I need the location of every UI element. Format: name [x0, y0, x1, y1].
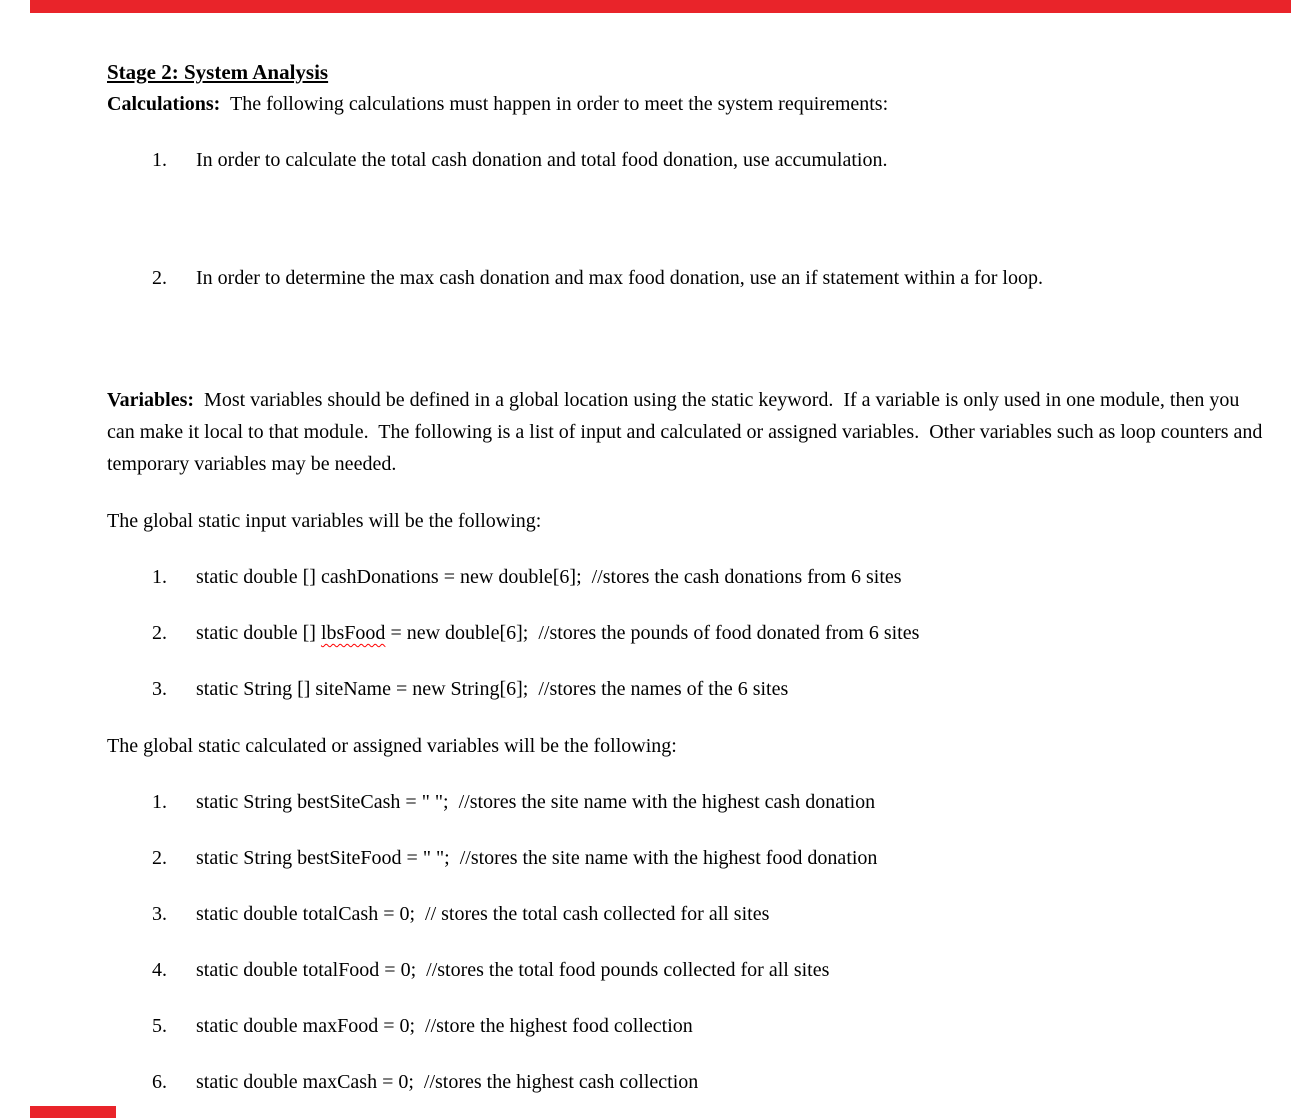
list-number: 5. [152, 1015, 167, 1037]
list-item-text: static double totalCash = 0; // stores the total cash collected for all sites [196, 903, 770, 925]
list-number: 6. [152, 1071, 167, 1093]
list-item-text: In order to determine the max cash donation and max food donation, use an if statement within a for loop. [196, 267, 1043, 289]
calculations-label: Calculations: [107, 93, 221, 115]
variables-paragraph [107, 384, 1272, 480]
list-number: 2. [152, 267, 167, 289]
list-item-text: static String bestSiteFood = " "; //stores the site name with the highest food donation [196, 847, 878, 869]
input-variable-item [107, 673, 1272, 705]
calculation-list-item [107, 144, 1272, 176]
list-item-text: static String bestSiteCash = " "; //stores the site name with the highest cash donation [196, 791, 876, 813]
calculation-list-item [107, 262, 1272, 294]
list-number: 2. [152, 847, 167, 869]
calculated-variable-item [107, 1066, 1272, 1098]
calculated-variable-item [107, 954, 1272, 986]
variables-label: Variables: [107, 389, 195, 411]
calculated-variable-item [107, 786, 1272, 818]
list-item-text: static String [] siteName = new String[6]; //stores the names of the 6 sites [196, 678, 789, 700]
calculations-paragraph [107, 88, 1272, 120]
list-item-text: static double maxCash = 0; //stores the highest cash collection [196, 1071, 699, 1093]
list-number: 2. [152, 622, 167, 644]
calculations-intro: The following calculations must happen in order to meet the system requirements: [220, 93, 889, 115]
list-number: 3. [152, 903, 167, 925]
list-item-text [196, 617, 1272, 649]
bottom-red-banner-fragment [30, 1106, 116, 1118]
list-item-text: static double totalFood = 0; //stores the total food pounds collected for all sites [196, 959, 830, 981]
calculated-variable-item [107, 898, 1272, 930]
input-variables-heading: The global static input variables will be the following: [107, 510, 542, 532]
code-prefix: static double [] [196, 622, 321, 644]
list-number: 3. [152, 678, 167, 700]
calculated-variable-item [107, 1010, 1272, 1042]
section-heading-text: Stage 2: System Analysis [107, 60, 329, 84]
list-number: 1. [152, 791, 167, 813]
list-item-text: In order to calculate the total cash donation and total food donation, use accumulation. [196, 149, 888, 171]
calculated-variables-heading: The global static calculated or assigned variables will be the following: [107, 735, 677, 757]
list-item-text: static double maxFood = 0; //store the highest food collection [196, 1015, 693, 1037]
list-number: 4. [152, 959, 167, 981]
input-variable-item [107, 561, 1272, 593]
code-suffix: = new double[6]; //stores the pounds of food donated from 6 sites [385, 622, 920, 644]
calculated-variable-item [107, 842, 1272, 874]
input-variable-item [107, 617, 1272, 649]
list-number: 1. [152, 566, 167, 588]
misspelled-word-spellcheck: lbsFood [320, 622, 386, 644]
variables-intro: Most variables should be defined in a global location using the static keyword. If a variable is only used in one module, then you can make it local to that module. The following is a list of input and calculated or assigned variables. Other variables such as loop counters and temporary variables may be needed. [107, 389, 1268, 475]
list-item-text: static double [] cashDonations = new double[6]; //stores the cash donations from 6 sites [196, 566, 902, 588]
section-heading [107, 56, 1272, 88]
list-number: 1. [152, 149, 167, 171]
